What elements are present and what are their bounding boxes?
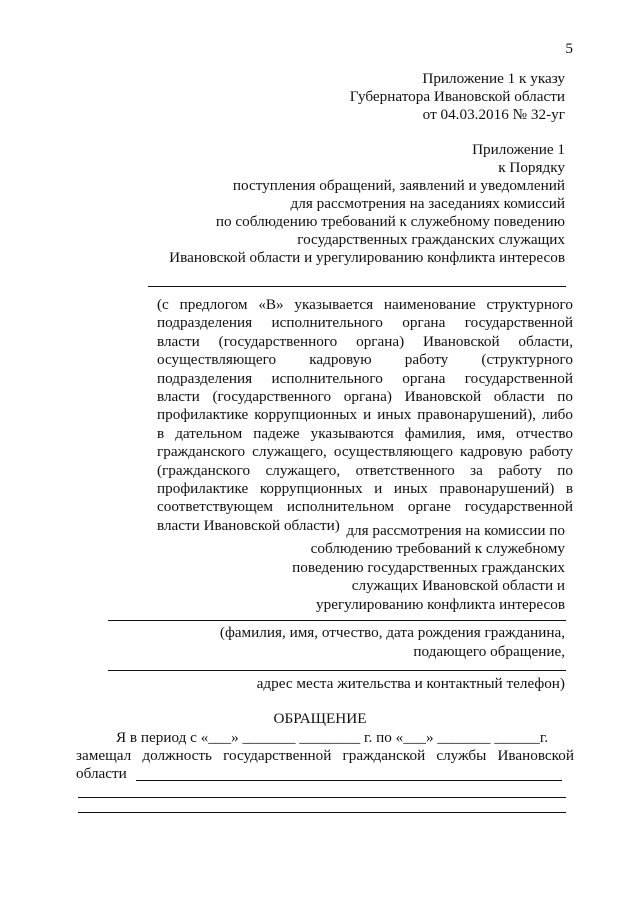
addressee-note-line: (гражданского служащего, ответственного за работу по (157, 461, 573, 479)
commission-purpose-line: урегулированию конфликта интересов (316, 596, 565, 613)
header-order-line: к Порядку (498, 159, 565, 176)
document-title: ОБРАЩЕНИЕ (273, 710, 367, 727)
header-appendix-line: Приложение 1 к указу (422, 70, 565, 87)
commission-purpose-line: поведению государственных гражданских (292, 559, 565, 576)
page-number: 5 (565, 40, 573, 57)
addressee-note-line: власти Ивановской области) (157, 516, 340, 534)
addressee-note-line: профилактике коррупционных и иных правонарушений), либо (157, 406, 573, 424)
position-blank-line[interactable] (136, 780, 562, 781)
header-order-line: Ивановской области и урегулированию конфликта интересов (169, 249, 565, 266)
addressee-note (157, 296, 573, 535)
header-order-line: Приложение 1 (472, 141, 565, 158)
header-appendix-line: Губернатора Ивановской области (349, 88, 565, 105)
addressee-note-line: в дательном падеже указываются фамилия, имя, отчество (157, 424, 573, 442)
commission-purpose-line: для рассмотрения на комиссии по (346, 522, 565, 539)
commission-purpose-line: служащих Ивановской области и (351, 577, 565, 594)
addressee-note-line: гражданского служащего, осуществляющего кадровую работу (157, 443, 573, 461)
addressee-note-line: соответствующем исполнительном органе государственной (157, 498, 573, 516)
position-line: замещал должность государственной гражданской службы Ивановской (76, 747, 574, 764)
applicant-note-line: (фамилия, имя, отчество, дата рождения гражданина, (219, 624, 565, 641)
blank-line[interactable] (78, 812, 566, 813)
addressee-note-line: власти (государственного органа) Ивановской области по (157, 388, 573, 406)
addressee-note-line: подразделения исполнительного органа государственной (157, 314, 573, 332)
addressee-note-line: профилактике коррупционных и иных правонарушений) в (157, 480, 573, 498)
applicant-note-line: подающего обращение, (413, 643, 565, 660)
period-line: Я в период с «___» _______ ________ г. по «___» _______ ______г. (116, 729, 549, 746)
commission-purpose-line: соблюдению требований к служебному (310, 540, 565, 557)
addressee-blank-line[interactable] (148, 286, 566, 287)
addressee-note-line: осуществляющего кадровую работу (структурного (157, 351, 573, 369)
addressee-note-line: подразделения исполнительного органа государственной (157, 369, 573, 387)
applicant-blank-line[interactable] (108, 620, 566, 621)
blank-line[interactable] (78, 797, 566, 798)
addressee-note-line: (с предлогом «В» указывается наименование структурного (157, 296, 573, 313)
header-order-line: государственных гражданских служащих (297, 231, 565, 248)
address-blank-line[interactable] (108, 670, 566, 671)
addressee-note-line: власти (государственного органа) Ивановской области, (157, 332, 573, 350)
header-order-line: поступления обращений, заявлений и уведомлений (232, 177, 565, 194)
header-appendix-line: от 04.03.2016 № 32-уг (422, 106, 565, 123)
header-order-line: для рассмотрения на заседаниях комиссий (290, 195, 565, 212)
address-note: адрес места жительства и контактный телефон) (256, 675, 565, 692)
position-line-label: области (76, 765, 127, 782)
header-order-line: по соблюдению требований к служебному поведению (215, 213, 565, 230)
